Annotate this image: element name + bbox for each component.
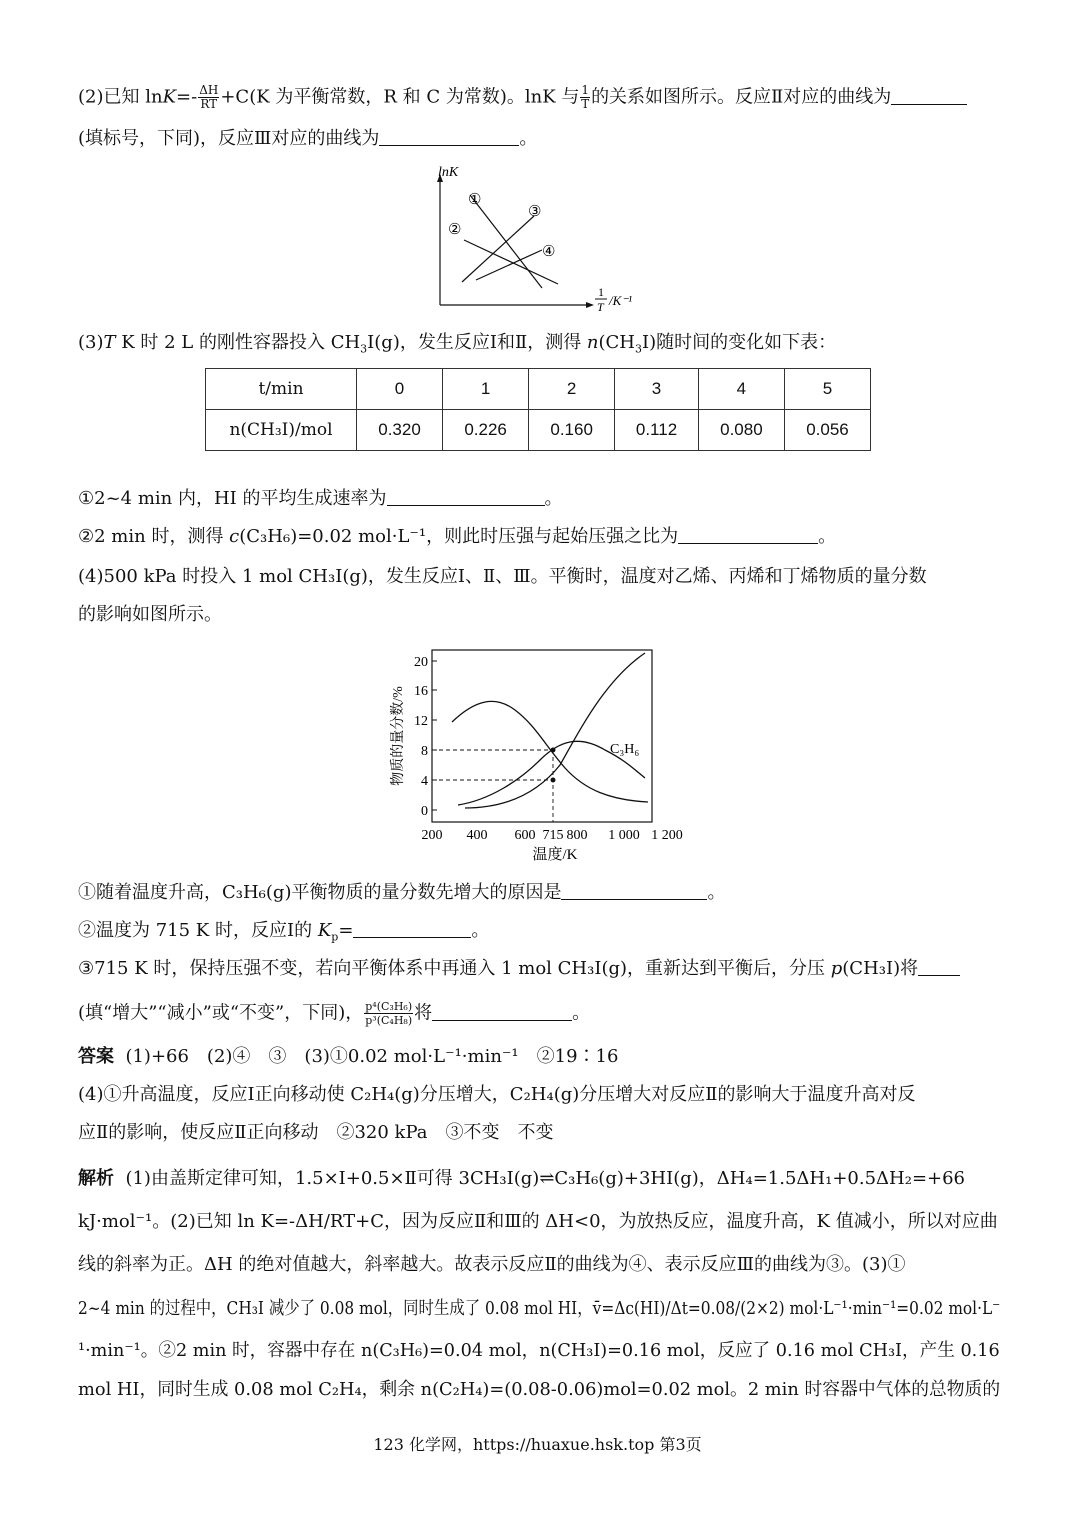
q2-text-end: 。 <box>519 128 538 149</box>
q4-sub3 <box>78 956 960 982</box>
q4-kp-sub: p <box>331 930 339 944</box>
table-row <box>206 410 871 451</box>
answer-blank[interactable] <box>387 487 545 506</box>
q2-text-c: 的关系如图所示。反应Ⅱ对应的曲线为 <box>591 86 892 108</box>
q4-s2-end: 。 <box>471 920 490 941</box>
table-cell: 4 <box>698 369 784 410</box>
q4-s3-text: ③715 K 时，保持压强不变，若向平衡体系中再通入 1 mol CH₃I(g)，重新达到平衡后，分压 <box>78 958 831 979</box>
table-cell: 0.320 <box>357 410 443 451</box>
y-tick-label: 4 <box>421 774 428 789</box>
answer-line3: 应Ⅱ的影响，使反应Ⅱ正向移动 ②320 kPa ③不变 不变 <box>78 1122 554 1143</box>
curve-c4h8 <box>465 653 645 808</box>
q3-s1-text: ①2~4 min 内，HI 的平均生成速率为 <box>78 488 387 509</box>
q3-s2-text: ②2 min 时，测得 <box>78 526 230 547</box>
q3-s1-end: 。 <box>544 488 563 509</box>
q4-frac-num: p⁴(C₃H₆) <box>365 1000 413 1013</box>
answer-blank[interactable] <box>891 86 967 105</box>
table-cell: 0.112 <box>615 410 699 451</box>
q3-text: I(g)，发生反应Ⅰ和Ⅱ，测得 <box>367 332 587 353</box>
y-tick-label: 16 <box>414 684 428 699</box>
answer-blank[interactable] <box>379 127 519 146</box>
q4-s1-text: ①随着温度升高，C₃H₆(g)平衡物质的量分数先增大的原因是 <box>78 882 562 903</box>
intersection-point <box>551 748 556 753</box>
answer-blank[interactable] <box>918 957 960 976</box>
x-tick-label: 715 <box>542 828 564 843</box>
q3-text: (CH <box>598 332 636 353</box>
lnk-axis-label: lnK <box>438 165 459 180</box>
q2-text-eq: =- <box>176 86 198 108</box>
y-axis-label: 物质的量分数/% <box>391 686 406 786</box>
answer-blank[interactable] <box>432 1002 572 1021</box>
q3-s2-end: 。 <box>818 526 837 547</box>
x-axis-frac-num: 1 <box>598 285 604 299</box>
x-tick-label: 1 000 <box>608 828 640 843</box>
q4-s1-end: 。 <box>707 882 726 903</box>
q2-frac2-num: 1 <box>581 83 590 97</box>
q3-sub1 <box>78 486 563 512</box>
answer-blank[interactable] <box>353 919 471 938</box>
q4-ratio-fraction <box>364 1000 413 1027</box>
curve-label-4: ④ <box>542 244 556 260</box>
q4-sub3-line2 <box>78 1000 590 1027</box>
table-cell: 0.080 <box>698 410 784 451</box>
x-tick-label: 1 200 <box>651 828 683 843</box>
table-cell: 1 <box>443 369 529 410</box>
y-tick-label: 20 <box>414 655 428 670</box>
mole-fraction-chart <box>380 640 700 870</box>
curve-label-2: ② <box>448 222 462 238</box>
q2-line1: (2)已知 lnK=- $\frac{\Delta H}{RT}$ +C(K 为平衡常数，R 和 C 为常数)。lnK 与 $\frac{1}{T}$ 的关系如图所示。反应Ⅱ对应的曲线为 <box>78 84 967 111</box>
q4-s3-text: 将 <box>414 1002 433 1024</box>
analysis-line1 <box>78 1166 965 1192</box>
q4-line2: 的影响如图所示。 <box>78 604 222 625</box>
curve-label-1: ① <box>468 192 482 208</box>
answer-blank[interactable] <box>678 525 818 544</box>
lnk-figure <box>420 160 650 320</box>
q3-text: (3) <box>78 332 104 353</box>
q2-line2 <box>78 126 537 152</box>
q4-frac-den: p³(C₄H₈) <box>365 1014 413 1027</box>
series-label-c3h6: C₃H₆ <box>610 742 640 757</box>
table-header: t/min <box>206 369 357 410</box>
y-tick-label: 8 <box>421 744 428 759</box>
table-cell: 0 <box>357 369 443 410</box>
curve-3 <box>462 216 534 282</box>
q4-s3-p: p <box>830 958 843 979</box>
analysis-label: 解析 <box>78 1168 114 1189</box>
y-ticks <box>432 661 437 810</box>
y-tick-label: 12 <box>414 714 428 729</box>
answer-label: 答案 <box>78 1046 114 1067</box>
q3-T: T <box>103 332 116 353</box>
analysis-line4: 2~4 min 的过程中，CH₃I 减少了 0.08 mol，同时生成了 0.08 mol HI，v̄=Δc(HI)/Δt=0.08/(2×2) mol·L⁻¹·min⁻¹=0.02 mol·L⁻ <box>78 1298 1001 1319</box>
table-header: n(CH₃I)/mol <box>206 410 357 451</box>
table-row <box>206 369 871 410</box>
analysis-text: (1)由盖斯定律可知，1.5×Ⅰ+0.5×Ⅱ可得 3CH₃I(g)⇌C₃H₆(g)+3HI(g)，ΔH₄=1.5ΔH₁+0.5ΔH₂=+66 <box>125 1168 966 1189</box>
q4-s3-text: (CH₃I)将 <box>842 958 919 979</box>
x-tick-label: 600 <box>514 828 536 843</box>
intersection-point <box>551 778 556 783</box>
x-tick-label: 400 <box>466 828 488 843</box>
q2-fraction2 <box>580 84 590 111</box>
q3-text: I)随时间的变化如下表： <box>642 332 837 353</box>
analysis-line5: ¹·min⁻¹。②2 min 时，容器中存在 n(C₃H₆)=0.04 mol，n(CH₃I)=0.16 mol，反应了 0.16 mol CH₃I，产生 0.16 <box>78 1340 1000 1361</box>
q2-frac2-den: T <box>581 97 590 111</box>
table-cell: 2 <box>529 369 615 410</box>
table-cell: 0.160 <box>529 410 615 451</box>
q4-s2-text: ②温度为 715 K 时，反应Ⅰ的 <box>78 920 318 941</box>
curve-label-3: ③ <box>528 204 542 220</box>
q2-frac-num: ΔH <box>199 83 219 97</box>
q2-frac-den: RT <box>200 97 218 111</box>
q3-s2-c: c <box>229 526 240 547</box>
table-cell: 0.056 <box>784 410 870 451</box>
q3-intro: (3)T K 时 2 L 的刚性容器投入 $CH_3I(g)$，发生反应Ⅰ和Ⅱ，测得 $n(CH_3I)$随时间的变化如下表： <box>78 332 837 356</box>
q4-kp: K <box>317 920 332 941</box>
q4-s3-text: (填“增大”“减小”或“不变”，下同)， <box>78 1002 364 1024</box>
q4-s3-end: 。 <box>572 1002 591 1024</box>
table-cell: 0.226 <box>443 410 529 451</box>
page-footer: 123 化学网，https://huaxue.hsk.top 第3页 <box>373 1435 702 1454</box>
table-cell: 5 <box>784 369 870 410</box>
x-axis-unit: /K⁻¹ <box>609 293 633 308</box>
table-cell: 3 <box>615 369 699 410</box>
x-axis-frac-den: T <box>597 300 604 314</box>
analysis-line3: 线的斜率为正。ΔH 的绝对值越大，斜率越大。故表示反应Ⅱ的曲线为④、表示反应Ⅲ的曲线为③。(3)① <box>78 1254 906 1275</box>
q3-s2-text: (C₃H₆)=0.02 mol·L⁻¹，则此时压强与起始压强之比为 <box>239 526 679 547</box>
q3-text: K 时 2 L 的刚性容器投入 CH <box>115 332 361 353</box>
x-tick-label: 800 <box>566 828 588 843</box>
q2-text-b: +C(K 为平衡常数，R 和 C 为常数)。lnK 与 <box>220 86 580 108</box>
q4-sub2 <box>78 918 489 944</box>
q4-line1: (4)500 kPa 时投入 1 mol CH₃I(g)，发生反应Ⅰ、Ⅱ、Ⅲ。平衡时，温度对乙烯、丙烯和丁烯物质的量分数 <box>78 566 927 587</box>
answer-text: (1)+66 (2)④ ③ (3)①0.02 mol·L⁻¹·min⁻¹ ②19∶16 <box>125 1046 619 1067</box>
q2-fraction <box>198 84 219 111</box>
answer-line2: (4)①升高温度，反应Ⅰ正向移动使 C₂H₄(g)分压增大，C₂H₄(g)分压增大对反应Ⅱ的影响大于温度升高对反 <box>78 1084 916 1105</box>
q4-s2-eq: = <box>338 920 354 941</box>
answer-line1 <box>78 1044 618 1070</box>
q4-sub1 <box>78 880 725 906</box>
ch3i-table <box>205 368 871 451</box>
x-axis-label: 温度/K <box>532 847 578 863</box>
q2-text-d: (填标号，下同)，反应Ⅲ对应的曲线为 <box>78 128 380 149</box>
q3-sub2 <box>78 524 836 550</box>
q2-text-a: (2)已知 ln <box>78 86 163 108</box>
x-tick-label: 200 <box>421 828 443 843</box>
q3-n: n <box>586 332 599 353</box>
y-tick-label: 0 <box>421 804 428 819</box>
answer-blank[interactable] <box>561 881 707 900</box>
analysis-line2: kJ·mol⁻¹。(2)已知 ln K=-ΔH/RT+C，因为反应Ⅱ和Ⅲ的 ΔH<0，为放热反应，温度升高，K 值减小，所以对应曲 <box>78 1211 998 1232</box>
analysis-line6: mol HI，同时生成 0.08 mol C₂H₄，剩余 n(C₂H₄)=(0.08-0.06)mol=0.02 mol。2 min 时容器中气体的总物质的 <box>78 1379 1001 1400</box>
